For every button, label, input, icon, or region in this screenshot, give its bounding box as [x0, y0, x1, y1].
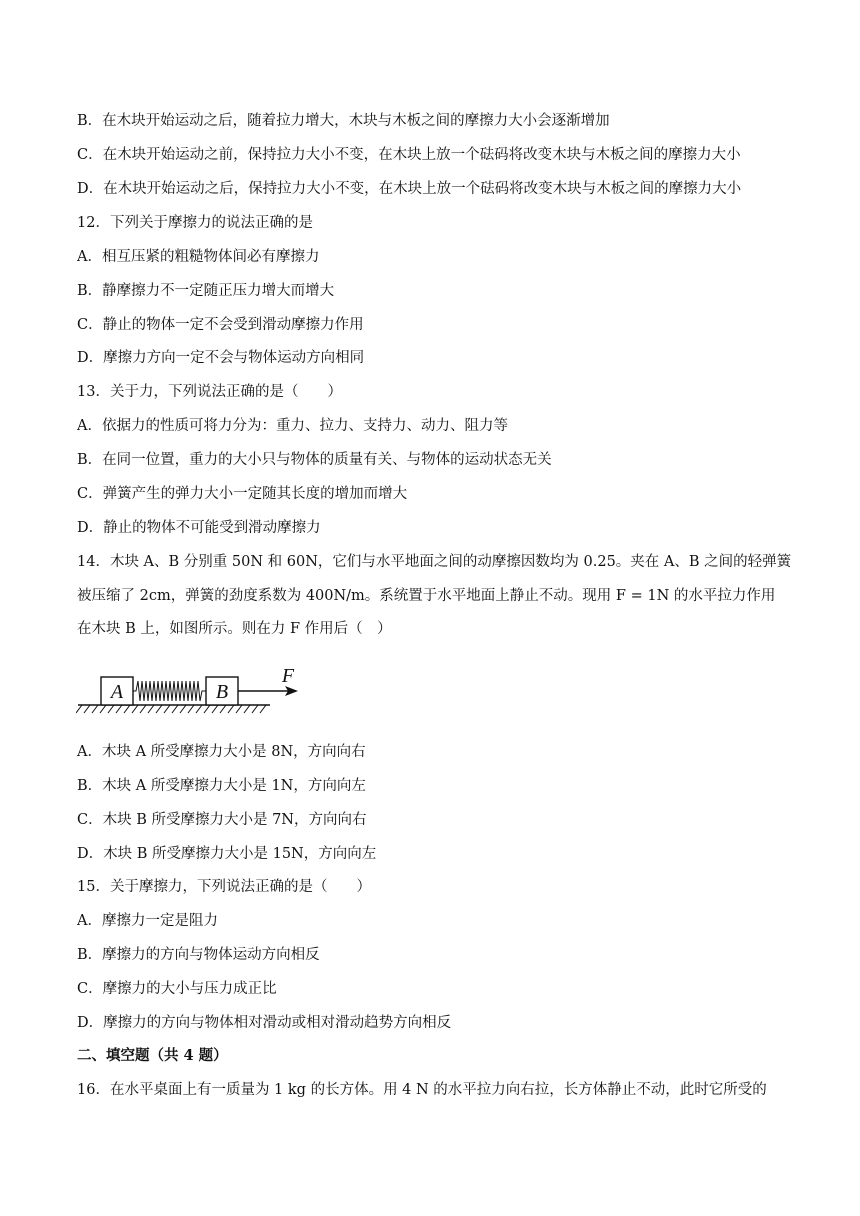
q12-option-d: D．摩擦力方向一定不会与物体运动方向相同: [77, 350, 365, 366]
q15-option-b: B．摩擦力的方向与物体运动方向相反: [77, 947, 320, 963]
q13-option-d: D．静止的物体不可能受到滑动摩擦力: [77, 520, 321, 536]
q13-option-b: B．在同一位置，重力的大小只与物体的质量有关、与物体的运动状态无关: [77, 452, 552, 468]
q15-stem: 15．关于摩擦力，下列说法正确的是（ ）: [77, 879, 371, 895]
spring: [133, 681, 206, 701]
q15-option-d: D．摩擦力的方向与物体相对滑动或相对滑动趋势方向相反: [77, 1015, 452, 1031]
block-a-label: A: [110, 681, 124, 703]
ground-hatch: [76, 705, 266, 713]
q14-option-b: B．木块 A 所受摩擦力大小是 1N，方向向左: [77, 778, 366, 794]
q11-option-d: D．在木块开始运动之后，保持拉力大小不变，在木块上放一个砝码将改变木块与木板之间的摩擦力大小: [77, 181, 742, 197]
q14-stem-line1: 14．木块 A、B 分别重 50N 和 60N，它们与水平地面之间的动摩擦因数均为 0.25。夹在 A、B 之间的轻弹簧: [77, 554, 792, 570]
section-heading-fill-in: 二、填空题（共 4 题）: [77, 1047, 228, 1064]
block-b-label: B: [215, 681, 229, 703]
q16-stem-line1: 16．在水平桌面上有一质量为 1 kg 的长方体。用 4 N 的水平拉力向右拉，长方体静止不动，此时它所受的: [77, 1082, 767, 1098]
q14-stem-line3: 在木块 B 上，如图所示。则在力 F 作用后（ ）: [77, 621, 392, 637]
q13-stem: 13．关于力，下列说法正确的是（ ）: [77, 384, 342, 400]
q15-option-a: A．摩擦力一定是阻力: [77, 913, 218, 929]
q14-option-d: D．木块 B 所受摩擦力大小是 15N，方向向左: [77, 846, 377, 862]
q12-option-b: B．静摩擦力不一定随正压力增大而增大: [77, 283, 335, 299]
spring-blocks-figure: [76, 664, 306, 720]
q14-option-c: C．木块 B 所受摩擦力大小是 7N，方向向右: [77, 812, 367, 828]
q13-option-c: C．弹簧产生的弹力大小一定随其长度的增加而增大: [77, 486, 408, 502]
q14-option-a: A．木块 A 所受摩擦力大小是 8N，方向向右: [77, 744, 366, 760]
q11-option-b: B．在木块开始运动之后，随着拉力增大，木块与木板之间的摩擦力大小会逐渐增加: [77, 113, 610, 129]
q12-option-a: A．相互压紧的粗糙物体间必有摩擦力: [77, 249, 320, 265]
force-label: F: [281, 665, 295, 687]
q12-option-c: C．静止的物体一定不会受到滑动摩擦力作用: [77, 317, 364, 333]
q12-stem: 12．下列关于摩擦力的说法正确的是: [77, 215, 313, 231]
q11-option-c: C．在木块开始运动之前，保持拉力大小不变，在木块上放一个砝码将改变木块与木板之间的摩擦力大小: [77, 147, 741, 163]
q14-stem-line2: 被压缩了 2cm，弹簧的劲度系数为 400N/m。系统置于水平地面上静止不动。现用 F = 1N 的水平拉力作用: [77, 588, 776, 604]
q13-option-a: A．依据力的性质可将力分为：重力、拉力、支持力、动力、阻力等: [77, 418, 508, 434]
q15-option-c: C．摩擦力的大小与压力成正比: [77, 981, 277, 997]
